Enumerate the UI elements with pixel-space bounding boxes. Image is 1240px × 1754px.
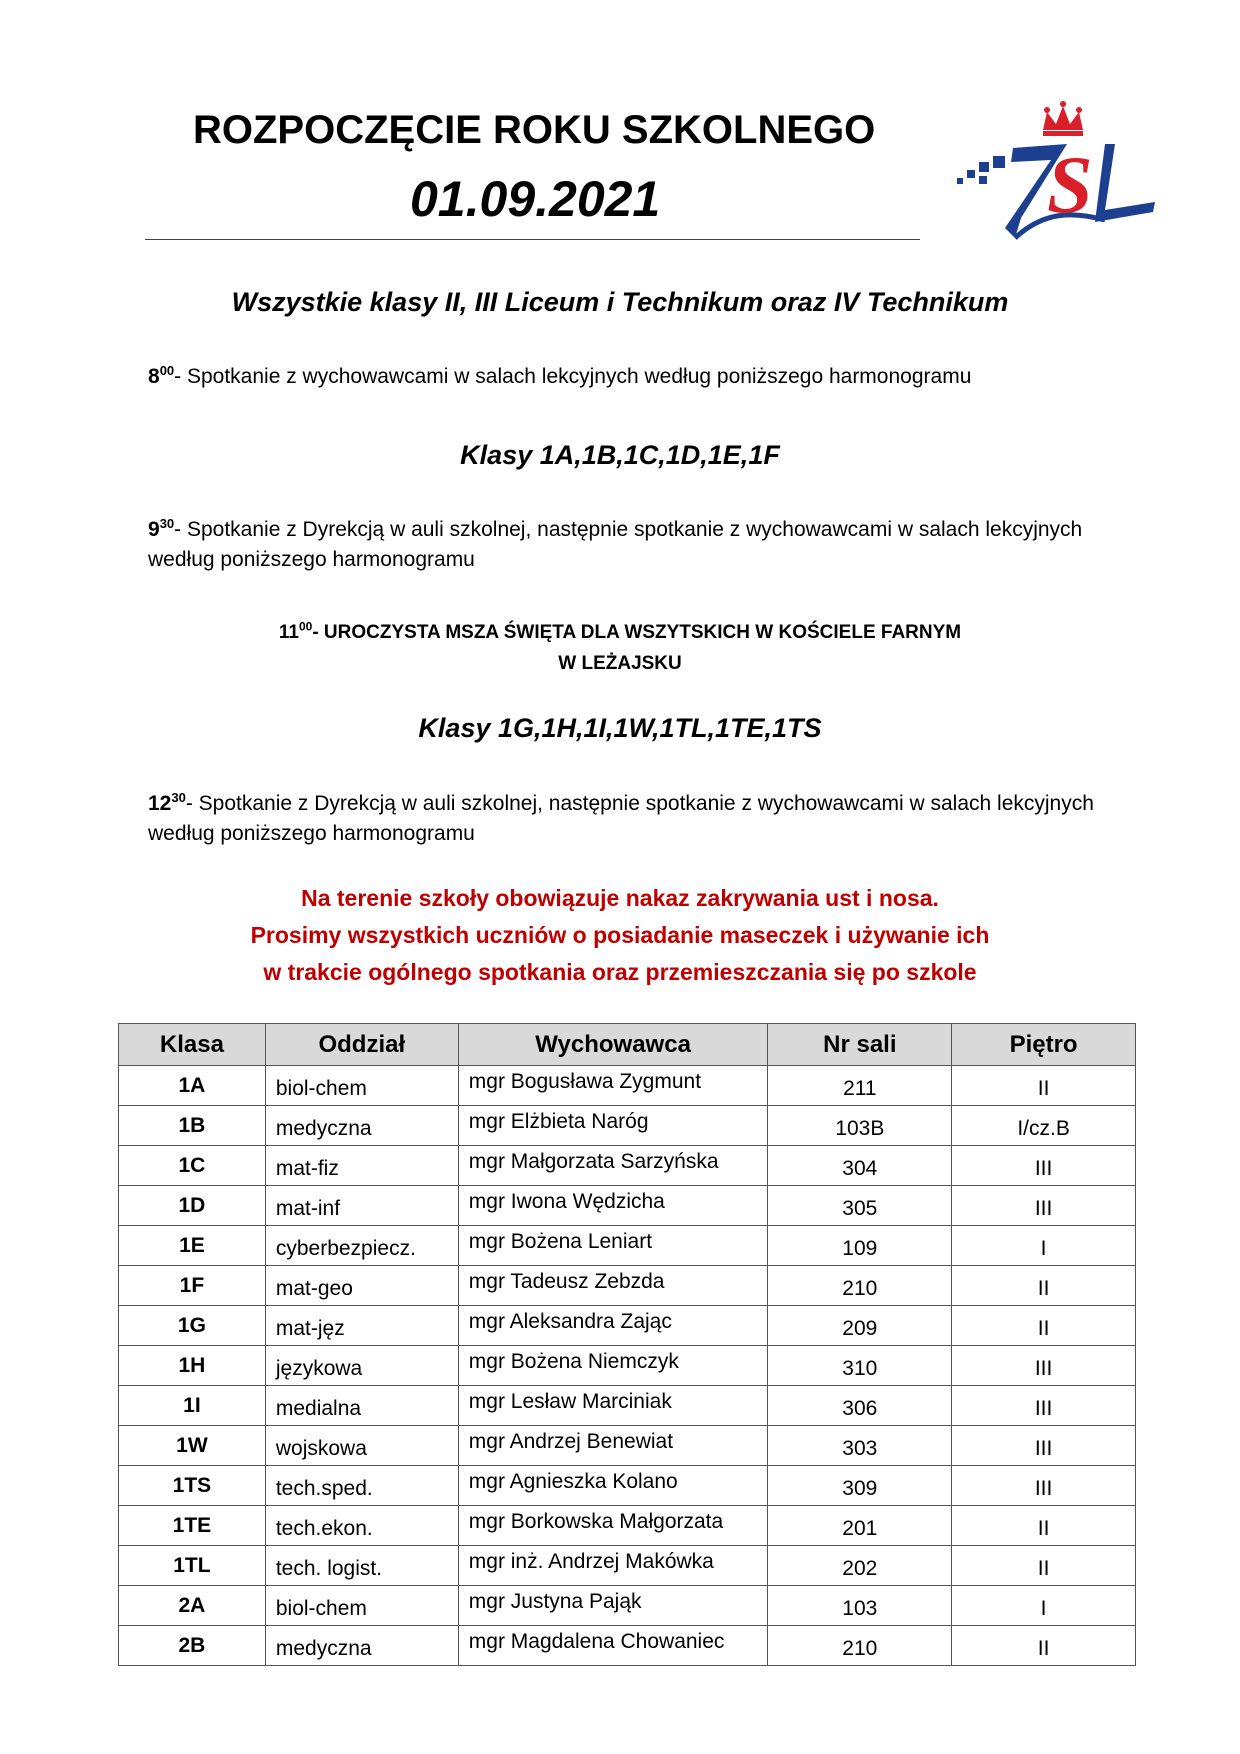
cell-klasa: 1G [119, 1306, 266, 1346]
cell-oddzial: tech. logist. [265, 1546, 458, 1586]
zsl-crown-logo-icon [955, 100, 1165, 250]
cell-wychowawca: mgr inż. Andrzej Makówka [458, 1546, 768, 1586]
cell-nr-sali: 309 [768, 1466, 952, 1506]
cell-nr-sali: 306 [768, 1386, 952, 1426]
mass-time-hour: 11 [278, 622, 299, 643]
cell-klasa: 2A [119, 1586, 266, 1626]
cell-pietro: III [952, 1186, 1136, 1226]
cell-klasa: 2B [119, 1626, 266, 1666]
cell-klasa: 1I [119, 1386, 266, 1426]
cell-klasa: 1C [119, 1146, 266, 1186]
cell-pietro: II [952, 1066, 1136, 1106]
section3-heading: Klasy 1G,1H,1I,1W,1TL,1TE,1TS [418, 713, 822, 743]
table-row [119, 1106, 1136, 1146]
cell-klasa: 1TE [119, 1506, 266, 1546]
cell-pietro: II [952, 1626, 1136, 1666]
mass-line1-text: - UROCZYSTA MSZA ŚWIĘTA DLA WSZYTSKICH W KOŚCIELE FARNYM [312, 622, 962, 643]
cell-oddzial: mat-geo [265, 1266, 458, 1306]
mask-notice [0, 880, 1240, 991]
table-row [119, 1386, 1136, 1426]
title-divider [145, 239, 920, 240]
cell-nr-sali: 210 [768, 1266, 952, 1306]
header-pietro: Piętro [952, 1024, 1136, 1066]
cell-nr-sali: 310 [768, 1346, 952, 1386]
cell-pietro: III [952, 1386, 1136, 1426]
table-row [119, 1586, 1136, 1626]
cell-oddzial: tech.ekon. [265, 1506, 458, 1546]
cell-nr-sali: 201 [768, 1506, 952, 1546]
cell-oddzial: medyczna [265, 1106, 458, 1146]
cell-pietro: I/cz.B [952, 1106, 1136, 1146]
cell-oddzial: mat-fiz [265, 1146, 458, 1186]
cell-pietro: II [952, 1306, 1136, 1346]
section2-text: - Spotkanie z Dyrekcją w auli szkolnej, następnie spotkanie z wychowawcami w salach lekcyjnych według poniższego harmonogramu [148, 518, 1083, 571]
cell-nr-sali: 202 [768, 1546, 952, 1586]
section1-time-hour: 8 [148, 365, 160, 388]
cell-wychowawca: mgr Lesław Marciniak [458, 1386, 768, 1426]
cell-klasa: 1TL [119, 1546, 266, 1586]
table-row [119, 1626, 1136, 1666]
table-row [119, 1426, 1136, 1466]
cell-oddzial: mat-inf [265, 1186, 458, 1226]
cell-klasa: 1H [119, 1346, 266, 1386]
cell-klasa: 1D [119, 1186, 266, 1226]
section3-time-minutes: 30 [171, 790, 186, 805]
cell-pietro: III [952, 1426, 1136, 1466]
cell-oddzial: wojskowa [265, 1426, 458, 1466]
header-klasa: Klasa [119, 1024, 266, 1066]
table-row [119, 1346, 1136, 1386]
cell-klasa: 1E [119, 1226, 266, 1266]
cell-wychowawca: mgr Iwona Wędzicha [458, 1186, 768, 1226]
mass-line2: W LEŻAJSKU [558, 653, 682, 674]
table-row [119, 1226, 1136, 1266]
cell-wychowawca: mgr Bożena Leniart [458, 1226, 768, 1266]
section2-time-hour: 9 [148, 518, 160, 541]
cell-nr-sali: 103 [768, 1586, 952, 1626]
cell-nr-sali: 211 [768, 1066, 952, 1106]
cell-wychowawca: mgr Borkowska Małgorzata [458, 1506, 768, 1546]
cell-pietro: I [952, 1586, 1136, 1626]
cell-nr-sali: 210 [768, 1626, 952, 1666]
cell-wychowawca: mgr Magdalena Chowaniec [458, 1626, 768, 1666]
table-row [119, 1066, 1136, 1106]
section1-heading: Wszystkie klasy II, III Liceum i Technikum oraz IV Technikum [231, 287, 1009, 317]
title-text: ROZPOCZĘCIE ROKU SZKOLNEGO [193, 108, 876, 152]
section3-time-hour: 12 [148, 792, 172, 815]
cell-wychowawca: mgr Małgorzata Sarzyńska [458, 1146, 768, 1186]
section1-text: - Spotkanie z wychowawcami w salach lekcyjnych według poniższego harmonogramu [174, 365, 972, 388]
cell-nr-sali: 103B [768, 1106, 952, 1146]
cell-oddzial: mat-jęz [265, 1306, 458, 1346]
cell-oddzial: tech.sped. [265, 1466, 458, 1506]
cell-klasa: 1F [119, 1266, 266, 1306]
notice-line3: w trakcie ogólnego spotkania oraz przemieszczania się po szkole [263, 959, 977, 985]
cell-wychowawca: mgr Tadeusz Zebzda [458, 1266, 768, 1306]
cell-oddzial: medialna [265, 1386, 458, 1426]
cell-oddzial: językowa [265, 1346, 458, 1386]
event-date: 01.09.2021 [410, 171, 661, 227]
section1-schedule [148, 362, 1098, 392]
cell-nr-sali: 109 [768, 1226, 952, 1266]
cell-oddzial: medyczna [265, 1626, 458, 1666]
cell-wychowawca: mgr Bożena Niemczyk [458, 1346, 768, 1386]
cell-pietro: II [952, 1506, 1136, 1546]
cell-wychowawca: mgr Bogusława Zygmunt [458, 1066, 768, 1106]
section2-heading: Klasy 1A,1B,1C,1D,1E,1F [460, 440, 780, 470]
mass-time-minutes: 00 [298, 619, 313, 634]
cell-klasa: 1B [119, 1106, 266, 1146]
header-nr-sali: Nr sali [768, 1024, 952, 1066]
section2-time-minutes: 30 [159, 516, 175, 531]
mass-announcement [0, 617, 1240, 679]
cell-pietro: I [952, 1226, 1136, 1266]
notice-line1: Na terenie szkoły obowiązuje nakaz zakrywania ust i nosa. [301, 885, 939, 911]
section3-text: - Spotkanie z Dyrekcją w auli szkolnej, następnie spotkanie z wychowawcami w salach lekcyjnych według poniższego harmonogramu [148, 792, 1094, 845]
section3-schedule [148, 789, 1098, 849]
table-row [119, 1546, 1136, 1586]
cell-nr-sali: 209 [768, 1306, 952, 1346]
cell-pietro: II [952, 1266, 1136, 1306]
table-header-row [119, 1024, 1136, 1066]
cell-pietro: III [952, 1466, 1136, 1506]
class-schedule-table [118, 1023, 1136, 1666]
table-row [119, 1506, 1136, 1546]
cell-oddzial: biol-chem [265, 1586, 458, 1626]
cell-klasa: 1A [119, 1066, 266, 1106]
cell-wychowawca: mgr Andrzej Benewiat [458, 1426, 768, 1466]
cell-pietro: III [952, 1146, 1136, 1186]
section2-schedule [148, 515, 1098, 575]
logo-letter-s: S [1047, 139, 1093, 230]
notice-line2: Prosimy wszystkich uczniów o posiadanie maseczek i używanie ich [250, 922, 990, 948]
table-row [119, 1266, 1136, 1306]
mass-line1 [0, 617, 1240, 648]
header-wychowawca: Wychowawca [458, 1024, 768, 1066]
cell-wychowawca: mgr Elżbieta Naróg [458, 1106, 768, 1146]
cell-nr-sali: 305 [768, 1186, 952, 1226]
cell-wychowawca: mgr Aleksandra Zając [458, 1306, 768, 1346]
cell-nr-sali: 304 [768, 1146, 952, 1186]
cell-wychowawca: mgr Justyna Pająk [458, 1586, 768, 1626]
cell-oddzial: biol-chem [265, 1066, 458, 1106]
section1-time-minutes: 00 [159, 363, 175, 378]
cell-wychowawca: mgr Agnieszka Kolano [458, 1466, 768, 1506]
table-row [119, 1146, 1136, 1186]
cell-oddzial: cyberbezpiecz. [265, 1226, 458, 1266]
cell-pietro: II [952, 1546, 1136, 1586]
cell-klasa: 1TS [119, 1466, 266, 1506]
table-row [119, 1466, 1136, 1506]
cell-nr-sali: 303 [768, 1426, 952, 1466]
table-row [119, 1186, 1136, 1226]
cell-klasa: 1W [119, 1426, 266, 1466]
table-row [119, 1306, 1136, 1346]
cell-pietro: III [952, 1346, 1136, 1386]
header-oddzial: Oddział [265, 1024, 458, 1066]
